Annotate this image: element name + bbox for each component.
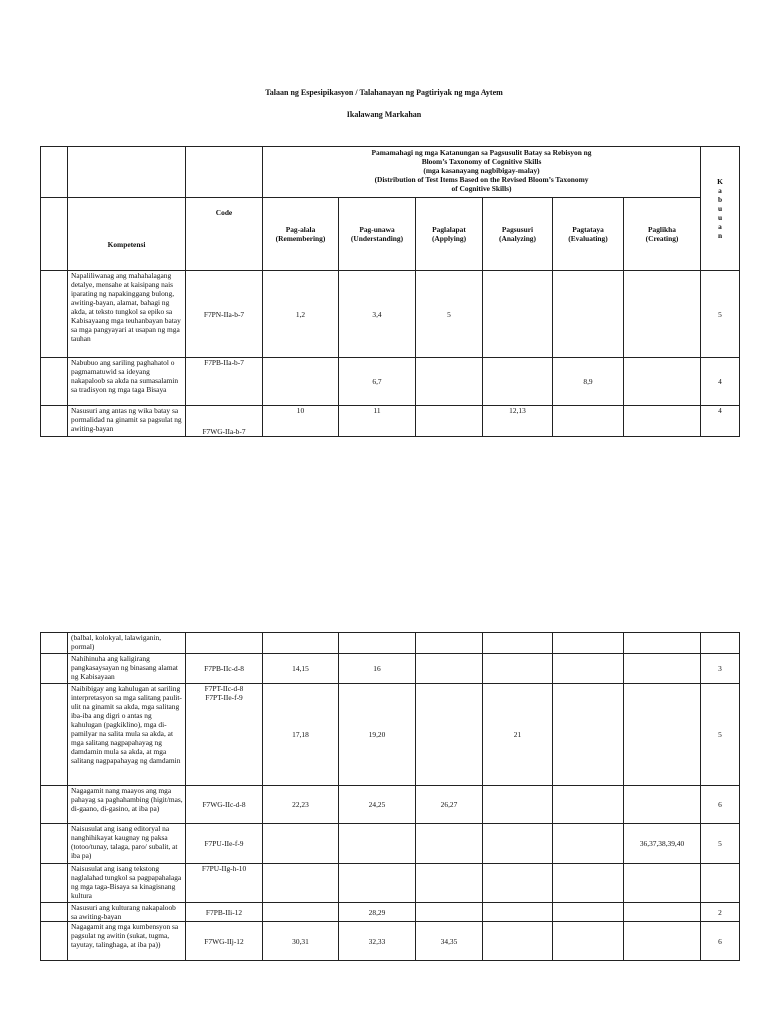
code-cell: F7PB-IIi-12 [186, 903, 263, 922]
item-cell [263, 903, 339, 922]
code-cell: F7WG-IIc-d-8 [186, 786, 263, 824]
item-cell: 16 [339, 654, 416, 684]
item-cell: 14,15 [263, 654, 339, 684]
row-blank-cell [41, 864, 68, 903]
item-cell: 32,33 [339, 922, 416, 961]
kabuuan-letter: a [718, 186, 722, 195]
level-header-evaluating [553, 198, 624, 271]
kompetensi-cell: Nagagamit nang maayos ang mga pahayag sa paghahambing (higit/mas, di-gaano, di-gasino, at iba pa) [68, 786, 186, 824]
code-cell: F7WG-IIa-b-7 [186, 406, 263, 437]
table-row [41, 922, 740, 961]
code-cell: F7WG-IIj-12 [186, 922, 263, 961]
row-blank-cell [41, 824, 68, 864]
total-cell: 3 [701, 654, 740, 684]
table-body-page-2 [41, 633, 740, 961]
kabuuan-letter: b [717, 195, 723, 204]
item-cell: 34,35 [416, 922, 483, 961]
item-cell [624, 358, 701, 406]
item-cell [483, 903, 553, 922]
item-cell: 17,18 [263, 684, 339, 786]
item-cell: 28,29 [339, 903, 416, 922]
item-cell: 21 [483, 684, 553, 786]
table-row [41, 684, 740, 786]
document-subtitle: Ikalawang Markahan [346, 110, 422, 119]
kompetensi-cell: Nasusuri ang antas ng wika batay sa pormalidad na ginamit sa pagsulat ng awiting-bayan [68, 406, 186, 437]
kompetensi-cell: Nagagamit ang mga kumbensyon sa pagsulat ng awitin (sukat, tugma, tayutay, talinghaga, at iba pa)) [68, 922, 186, 961]
item-cell [263, 824, 339, 864]
level-name-en: (Analyzing) [499, 234, 536, 243]
row-blank-cell [41, 903, 68, 922]
item-cell [483, 824, 553, 864]
kabuuan-letter: n [717, 231, 723, 240]
item-cell [339, 824, 416, 864]
row-blank-cell [41, 786, 68, 824]
code-cell: F7PU-IIg-h-10 [186, 864, 263, 903]
level-header-analyzing [483, 198, 553, 271]
bloom-header-line: Pamamahagi ng mga Katanungan sa Pagsusulit Batay sa Rebisyon ng [371, 148, 592, 157]
level-name-en: (Remembering) [275, 234, 326, 243]
level-header-understanding [339, 198, 416, 271]
item-cell: 24,25 [339, 786, 416, 824]
level-name: Pagtataya [572, 225, 604, 234]
code-cell: F7PB-IIc-d-8 [186, 654, 263, 684]
item-cell [263, 864, 339, 903]
row-blank-cell [41, 358, 68, 406]
total-cell: 6 [701, 922, 740, 961]
code-cell [186, 633, 263, 654]
level-name-en: (Creating) [645, 234, 679, 243]
kompetensi-cell: Naisusulat ang isang editoryal na nanghihikayat kaugnay ng paksa (totoo/tunay, talaga, paro/ subalit, at iba pa) [68, 824, 186, 864]
item-cell [483, 271, 553, 358]
item-cell: 5 [416, 271, 483, 358]
item-cell [339, 864, 416, 903]
level-name: Pag-alala [285, 225, 316, 234]
table-row [41, 824, 740, 864]
item-cell: 8,9 [553, 358, 624, 406]
item-cell [416, 903, 483, 922]
item-cell [553, 684, 624, 786]
code-cell: F7PU-IIe-f-9 [186, 824, 263, 864]
item-cell [483, 922, 553, 961]
item-cell [483, 358, 553, 406]
bloom-header-line: (mga kasanayang nagbibigay-malay) [423, 166, 540, 175]
item-cell [553, 406, 624, 437]
kabuuan-letter: u [717, 204, 723, 213]
header-blank-cell [41, 147, 68, 198]
item-cell [416, 654, 483, 684]
table-row [41, 903, 740, 922]
item-cell [263, 358, 339, 406]
level-header-creating [624, 198, 701, 271]
level-header-applying [416, 198, 483, 271]
row-blank-cell [41, 271, 68, 358]
item-cell: 3,4 [339, 271, 416, 358]
row-blank-cell [41, 684, 68, 786]
kompetensi-cell: Naisusulat ang isang tekstong naglalahad tungkol sa pagpapahalaga ng mga taga-Bisaya sa kinagisnang kultura [68, 864, 186, 903]
table-row [41, 864, 740, 903]
row-blank-cell [41, 654, 68, 684]
item-cell: 6,7 [339, 358, 416, 406]
kabuuan-letter: u [717, 213, 723, 222]
item-cell [339, 633, 416, 654]
level-name: Pag-unawa [359, 225, 395, 234]
item-cell: 36,37,38,39,40 [624, 824, 701, 864]
code-cell: F7PB-IIa-b-7 [186, 358, 263, 406]
item-cell [483, 654, 553, 684]
code-cell: F7PT-IIc-d-8 F7PT-IIe-f-9 [186, 684, 263, 786]
item-cell: 11 [339, 406, 416, 437]
kompetensi-cell: Nasusuri ang kulturang nakapaloob sa awiting-bayan [68, 903, 186, 922]
item-cell: 10 [263, 406, 339, 437]
item-cell [416, 684, 483, 786]
bloom-header-line: of Cognitive Skills) [451, 184, 512, 193]
kabuuan-letter: K [717, 177, 723, 186]
item-cell [624, 633, 701, 654]
total-cell: 4 [701, 406, 740, 437]
item-cell [553, 922, 624, 961]
kompetensi-cell: (balbal, kolokyal, lalawiganin, pormal) [68, 633, 186, 654]
item-cell [624, 864, 701, 903]
item-cell: 26,27 [416, 786, 483, 824]
kompetensi-cell: Naibibigay ang kahulugan at sariling interpretasyon sa mga salitang paulit-ulit na ginamit sa akda, mga salitang iba-iba ang digri o antas ng kahulugan (pagkiklino), mga di-pamilyar na salita mula sa akda, at mga salitang nagpapahayag ng damdamin mula sa akda, at mga salitang nagpapahayag ng damdamin [68, 684, 186, 786]
table-row [41, 271, 740, 358]
header-blank-cell [186, 147, 263, 198]
item-cell [624, 903, 701, 922]
kompetensi-cell: Nahihinuha ang kaligirang pangkasaysayan ng binasang alamat ng Kabisayaan [68, 654, 186, 684]
level-name-en: (Evaluating) [568, 234, 608, 243]
bloom-header-line: (Distribution of Test Items Based on the Revised Bloom’s Taxonomy [374, 175, 589, 184]
total-cell [701, 633, 740, 654]
item-cell [483, 864, 553, 903]
item-cell [263, 633, 339, 654]
total-cell: 6 [701, 786, 740, 824]
code-header: Code [186, 198, 263, 271]
item-cell [624, 684, 701, 786]
item-cell [624, 271, 701, 358]
kabuuan-letter: a [718, 222, 722, 231]
table-row [41, 654, 740, 684]
item-cell [416, 864, 483, 903]
total-cell: 5 [701, 271, 740, 358]
total-cell: 4 [701, 358, 740, 406]
row-blank-cell [41, 633, 68, 654]
item-cell: 1,2 [263, 271, 339, 358]
kompetensi-cell: Napaliliwanag ang mahahalagang detalye, mensahe at kaisipang nais iparating ng napakinggang bulong, awiting-bayan, alamat, bahagi ng akda, at teksto tungkol sa epiko sa Kabisayaang mga teuhanbayan batay sa mga pangyayari at usapan ng mga tauhan [68, 271, 186, 358]
level-name-en: (Applying) [431, 234, 467, 243]
item-cell [553, 271, 624, 358]
tos-table-page-2 [40, 632, 740, 961]
document-title: Talaan ng Espesipikasyon / Talahanayan ng Pagtiriyak ng mga Aytem [265, 88, 503, 97]
item-cell: 12,13 [483, 406, 553, 437]
kompetensi-cell: Nabubuo ang sariling paghahatol o pagmamatuwid sa ideyang nakapaloob sa akda na sumasalamin sa tradisyon ng mga taga Bisaya [68, 358, 186, 406]
level-header-remembering [263, 198, 339, 271]
table-row [41, 786, 740, 824]
item-cell: 30,31 [263, 922, 339, 961]
header-blank-cell [41, 198, 68, 271]
item-cell [416, 406, 483, 437]
item-cell: 19,20 [339, 684, 416, 786]
tos-table-page-1 [40, 146, 740, 437]
item-cell [624, 654, 701, 684]
kabuuan-header [701, 147, 740, 271]
item-cell [553, 824, 624, 864]
item-cell [416, 633, 483, 654]
item-cell [553, 864, 624, 903]
code-cell: F7PN-IIa-b-7 [186, 271, 263, 358]
table-row [41, 633, 740, 654]
item-cell [483, 633, 553, 654]
item-cell [483, 786, 553, 824]
header-blank-cell [68, 147, 186, 198]
item-cell [553, 654, 624, 684]
table-row [41, 358, 740, 406]
item-cell [624, 786, 701, 824]
item-cell [624, 406, 701, 437]
total-cell: 5 [701, 824, 740, 864]
total-cell: 5 [701, 684, 740, 786]
level-name-en: (Understanding) [350, 234, 404, 243]
item-cell [416, 358, 483, 406]
item-cell [624, 922, 701, 961]
item-cell [416, 824, 483, 864]
bloom-header [263, 147, 701, 198]
total-cell [701, 864, 740, 903]
total-cell: 2 [701, 903, 740, 922]
bloom-header-line: Bloom’s Taxonomy of Cognitive Skills [421, 157, 542, 166]
item-cell [553, 633, 624, 654]
row-blank-cell [41, 922, 68, 961]
level-name: Paglikha [648, 225, 676, 234]
level-name: Paglalapat [432, 225, 466, 234]
kompetensi-header: Kompetensi [68, 198, 186, 271]
table-row [41, 406, 740, 437]
row-blank-cell [41, 406, 68, 437]
item-cell: 22,23 [263, 786, 339, 824]
table-body-page-1 [41, 271, 740, 437]
level-name: Pagsusuri [501, 225, 534, 234]
item-cell [553, 903, 624, 922]
item-cell [553, 786, 624, 824]
